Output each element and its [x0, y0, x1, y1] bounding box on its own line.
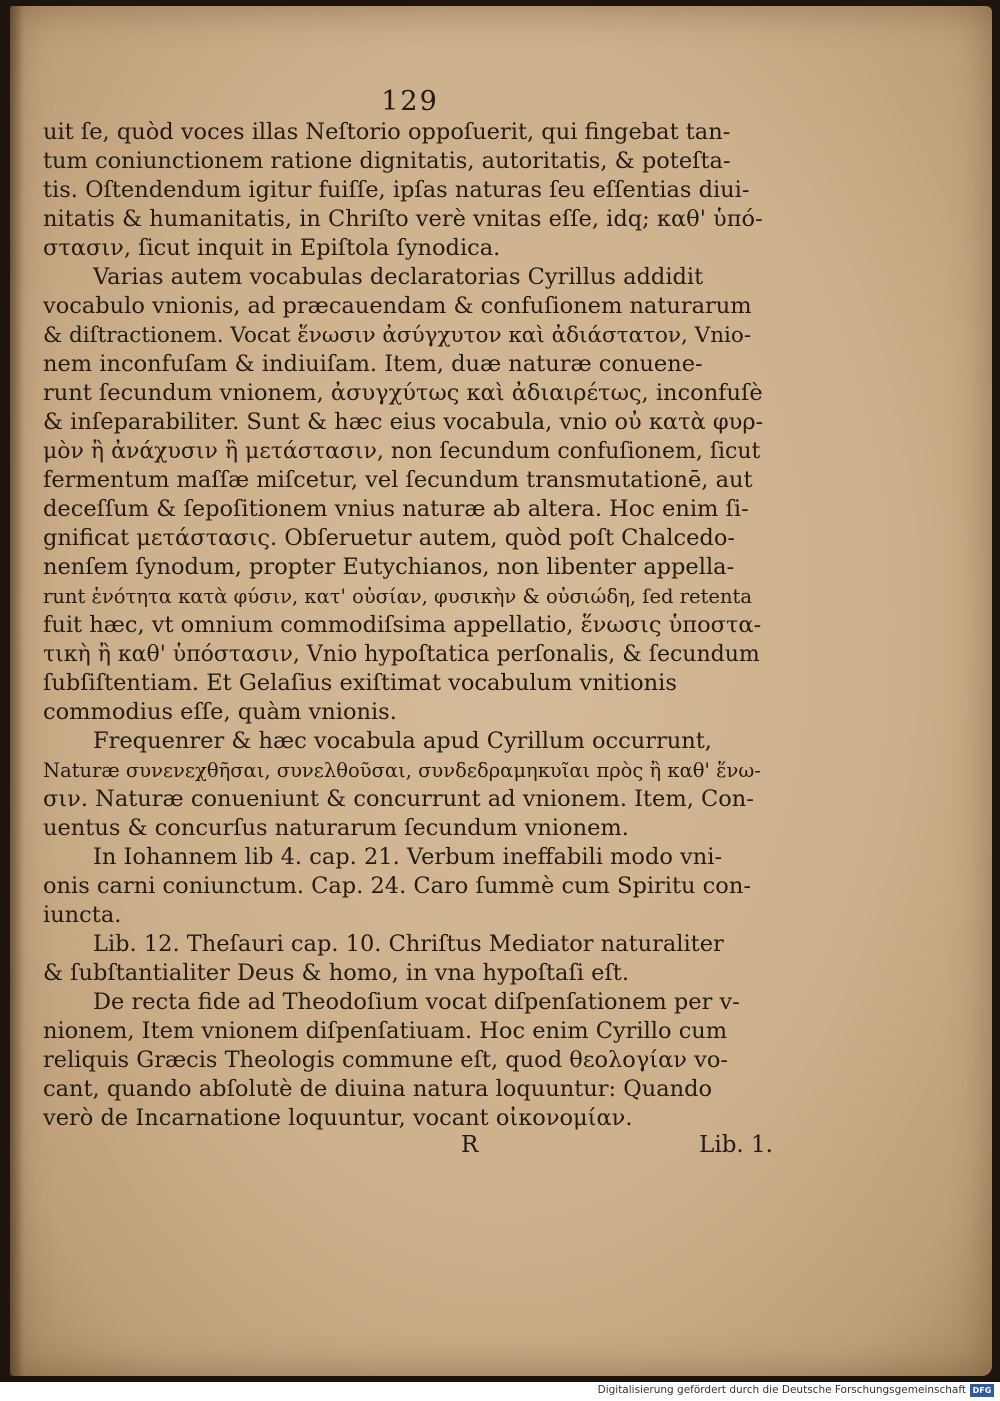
text-line: fermentum maſſæ miſcetur, vel ſecundum transmutationē, aut — [43, 467, 753, 493]
page-footer — [43, 1132, 773, 1162]
funding-notice: Digitalisierung gefördert durch die Deutsche Forschungsgemeinschaft — [597, 1384, 966, 1396]
text-line: fuit hæc, vt omnium commodiſsima appellatio, ἕνωσις ὑποστα- — [43, 612, 762, 638]
text-line: & diſtractionem. Vocat ἕνωσιν ἀσύγχυτον καὶ ἀδιάστατον, Vnio- — [43, 323, 752, 348]
text-line: reliquis Græcis Theologis commune eſt, quod θεολογίαν vo- — [43, 1047, 728, 1073]
page-number: 129 — [381, 86, 439, 117]
text-line: commodius eſſe, quàm vnionis. — [43, 699, 397, 725]
paragraph-iohannem — [43, 843, 765, 930]
text-line: deceſſum & ſepoſitionem vnius naturæ ab altera. Hoc enim ſi- — [43, 496, 749, 522]
text-line: σιν. Naturæ conueniunt & concurrunt ad vnionem. Item, Con- — [43, 786, 754, 812]
text-line: cant, quando abſolutè de diuina natura loquuntur: Quando — [43, 1076, 713, 1102]
text-line: runt ἑνότητα κατὰ φύσιν, κατ' οὐσίαν, φυσικὴν & οὐσιώδη, ſed retenta — [43, 585, 752, 608]
text-line: nitatis & humanitatis, in Chriſto verè vnitas eſſe, idq; καθ' ὑπό- — [43, 206, 763, 232]
text-line: ſubſiſtentiam. Et Gelaſius exiſtimat vocabulum vnitionis — [43, 670, 677, 696]
text-line: Naturæ συνενεχθῆσαι, συνελθοῦσαι, συνδεδραμηκυῖαι πρὸς ἢ καθ' ἕνω- — [43, 759, 761, 782]
text-line: & inſeparabiliter. Sunt & hæc eius vocabula, vnio οὐ κατὰ φυρ- — [43, 409, 764, 435]
text-line: In Iohannem lib 4. cap. 21. Verbum ineffabili modo vni- — [93, 844, 723, 870]
page-text — [43, 118, 765, 1133]
paragraph-thesauri — [43, 930, 765, 988]
signature-mark: R — [461, 1132, 479, 1158]
text-line: nionem, Item vnionem diſpenſatiuam. Hoc enim Cyrillo cum — [43, 1018, 728, 1044]
text-line: gnificat μετάστασις. Obſeruetur autem, quòd poſt Chalcedo- — [43, 525, 735, 551]
digitization-bar — [0, 1382, 1000, 1401]
paragraph-cyrillum — [43, 727, 765, 843]
text-line: iuncta. — [43, 902, 122, 928]
paragraph-vocabulas — [43, 263, 765, 727]
text-line: & ſubſtantialiter Deus & homo, in vna hypoſtaſi eſt. — [43, 960, 629, 986]
text-line: onis carni coniunctum. Cap. 24. Caro ſummè cum Spiritu con- — [43, 873, 751, 899]
text-line: στασιν, ſicut inquit in Epiſtola ſynodica. — [43, 235, 501, 261]
text-line: nenſem ſynodum, propter Eutychianos, non libenter appella- — [43, 554, 735, 580]
text-line: De recta fide ad Theodoſium vocat diſpenſationem per v- — [93, 989, 740, 1015]
text-line: tum coniunctionem ratione dignitatis, autoritatis, & poteſta- — [43, 148, 731, 174]
text-line: uentus & concurſus naturarum ſecundum vnionem. — [43, 815, 629, 841]
text-line: nem inconfuſam & indiuiſam. Item, duæ naturæ conuene- — [43, 351, 703, 377]
text-line: Frequenrer & hæc vocabula apud Cyrillum occurrunt, — [93, 728, 712, 754]
catchword: Lib. 1. — [699, 1132, 773, 1158]
text-line: tis. Oſtendendum igitur fuiſſe, ipſas naturas ſeu eſſentias diui- — [43, 177, 750, 203]
text-line: uit ſe, quòd voces illas Neſtorio oppoſuerit, qui fingebat tan- — [43, 119, 731, 145]
page-edge-shadow — [10, 6, 24, 1376]
text-line: verò de Incarnatione loquuntur, vocant οἰκονομίαν. — [43, 1105, 633, 1131]
text-line: Varias autem vocabulas declaratorias Cyrillus addidit — [93, 264, 704, 290]
text-line: vocabulo vnionis, ad præcauendam & confuſionem naturarum — [43, 293, 752, 319]
text-line: τικὴ ἢ καθ' ὑπόστασιν, Vnio hypoſtatica perſonalis, & ſecundum — [43, 642, 760, 667]
text-line: μὸν ἢ ἀνάχυσιν ἢ μετάστασιν, non ſecundum confuſionem, ſicut — [43, 439, 761, 464]
text-line: runt ſecundum vnionem, ἀσυγχύτως καὶ ἀδιαιρέτως, inconfuſè — [43, 380, 763, 406]
text-line: Lib. 12. Theſauri cap. 10. Chriſtus Mediator naturaliter — [93, 931, 724, 957]
dfg-logo-icon: DFG — [970, 1384, 994, 1397]
paragraph-recta-fide — [43, 988, 765, 1133]
opening-paragraph — [43, 118, 765, 263]
